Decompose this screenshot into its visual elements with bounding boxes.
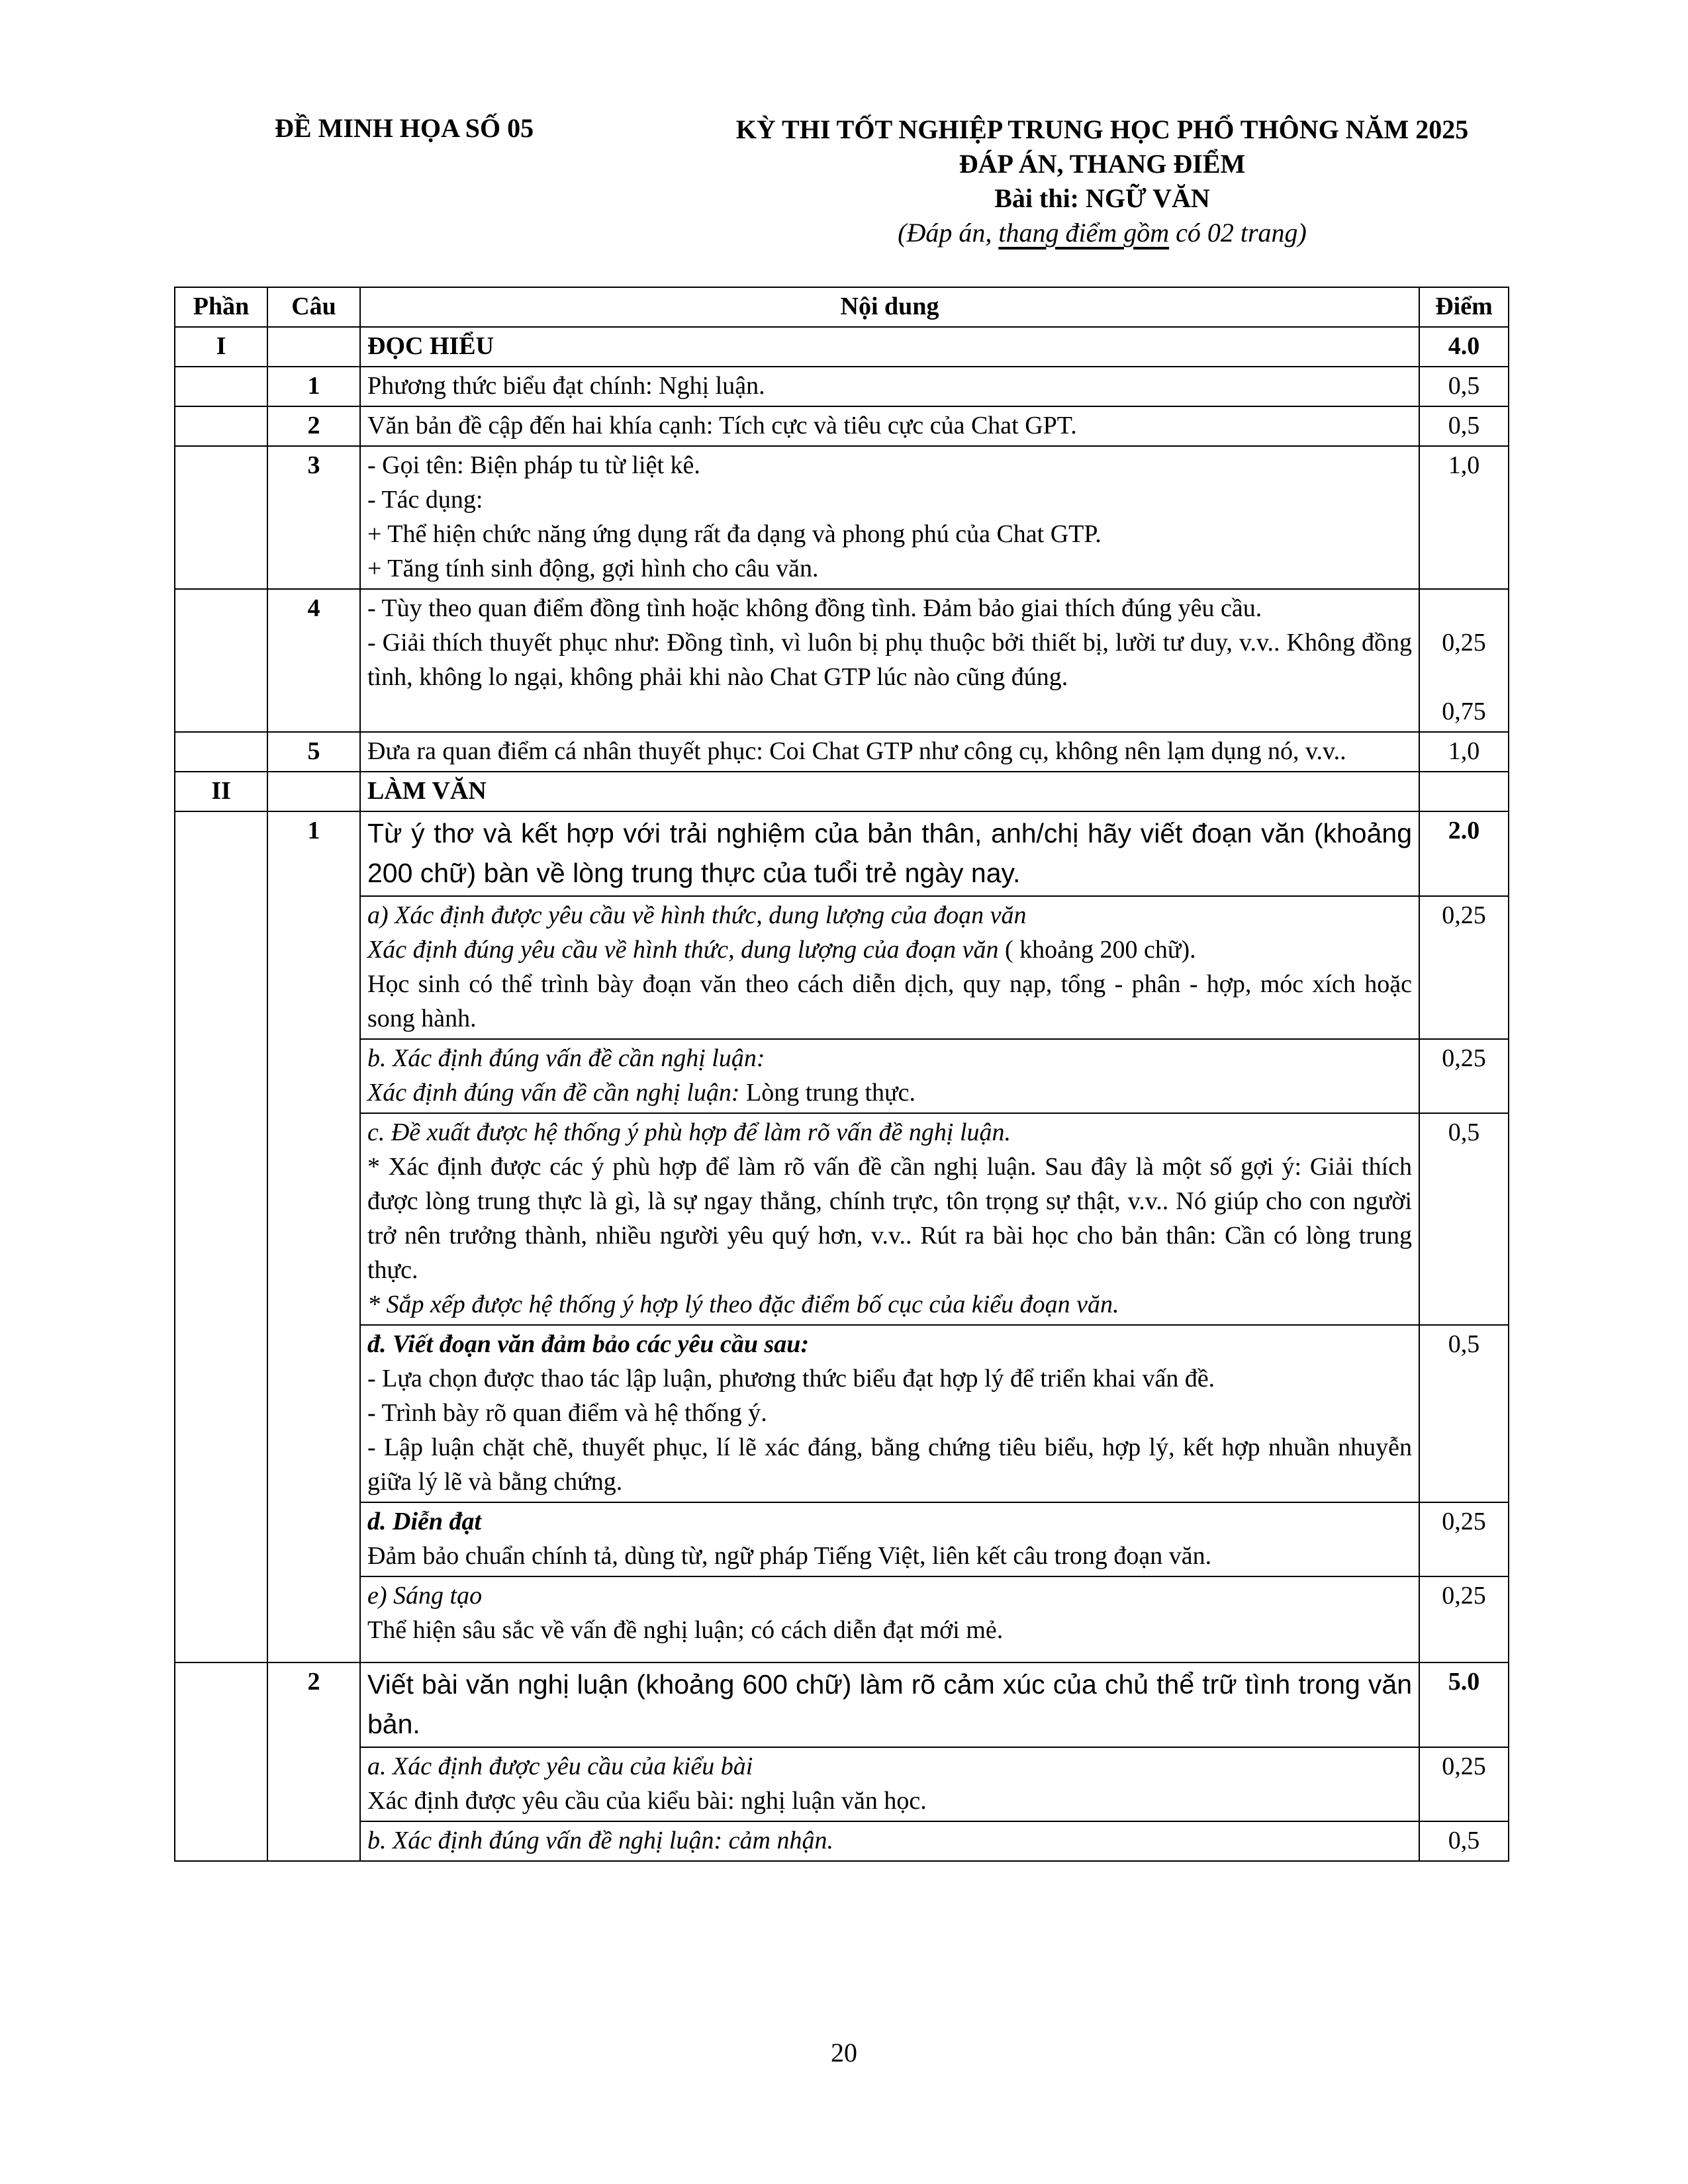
criterion-line: Thể hiện sâu sắc về vấn đề nghị luận; có cách diễn đạt mới mẻ. (367, 1616, 1004, 1644)
criterion-heading: b. Xác định đúng vấn đề cần nghị luận: (367, 1044, 765, 1072)
criterion (360, 1113, 1419, 1325)
criterion-heading: a. Xác định được yêu cầu của kiểu bài (367, 1752, 753, 1780)
score-value: 0,5 (1419, 1821, 1509, 1861)
answer-text: Phương thức biểu đạt chính: Nghị luận. (360, 367, 1419, 406)
criterion-line: Xác định được yêu cầu của kiểu bài: nghị luận văn học. (367, 1787, 927, 1815)
criterion (360, 1576, 1419, 1662)
score-value: 0,25 (1419, 1747, 1509, 1821)
table-row (175, 367, 1509, 406)
score-line: 0,25 (1442, 629, 1486, 657)
answer-line: + Thể hiện chức năng ứng dụng rất đa dạng và phong phú của Chat GTP. (367, 520, 1102, 548)
question-number: 1 (267, 367, 360, 406)
empty-cell (175, 446, 267, 589)
header-phan: Phần (175, 287, 267, 327)
note-post: có 02 trang) (1169, 218, 1307, 248)
spacer (1427, 591, 1501, 611)
criterion (360, 1039, 1419, 1113)
document-subtitle: ĐÁP ÁN, THANG ĐIỂM (959, 149, 1246, 179)
criterion (360, 1747, 1419, 1821)
criterion-heading: c. Đề xuất được hệ thống ý phù hợp để làm rõ vấn đề nghị luận. (367, 1118, 1011, 1146)
table-row (175, 589, 1509, 732)
part-number: I (175, 327, 267, 367)
answer-text: Đưa ra quan điểm cá nhân thuyết phục: Coi Chat GTP như công cụ, không nên lạm dụng nó, v.v.. (360, 732, 1419, 772)
table-row (175, 327, 1509, 367)
table-row (175, 732, 1509, 772)
answer-line: - Giải thích thuyết phục như: Đồng tình, vì luôn bị phụ thuộc bởi thiết bị, lười tư duy, v.v.. Không đồng tình, không lo ngại, không phải khi nào Chat GTP lúc nào cũng đúng. (367, 629, 1412, 691)
score-value: 0,5 (1419, 367, 1509, 406)
criterion-line: - Lựa chọn được thao tác lập luận, phương thức biểu đạt hợp lý để triển khai vấn đề. (367, 1365, 1215, 1392)
criterion-line: - Trình bày rõ quan điểm và hệ thống ý. (367, 1399, 767, 1427)
note-underlined: thang điểm gồm (998, 218, 1170, 248)
header-cau: Câu (267, 287, 360, 327)
criterion-rest: Lòng trung thực. (739, 1079, 915, 1107)
score-value: 0,25 (1419, 896, 1509, 1039)
empty-cell (175, 406, 267, 446)
table-row (175, 406, 1509, 446)
criterion-heading: a) Xác định được yêu cầu về hình thức, dung lượng của đoạn văn (367, 901, 1027, 929)
table-row (175, 446, 1509, 589)
table-row (175, 1039, 1509, 1113)
table-row (175, 896, 1509, 1039)
table-row (175, 1113, 1509, 1325)
answer-text: Văn bản đề cập đến hai khía cạnh: Tích cực và tiêu cực của Chat GPT. (360, 406, 1419, 446)
answer-text (360, 446, 1419, 589)
question-prompt: Từ ý thơ và kết hợp với trải nghiệm của bản thân, anh/chị hãy viết đoạn văn (khoảng 200 chữ) bàn về lòng trung thực của tuổi trẻ ngày nay. (360, 811, 1419, 896)
question-number: 5 (267, 732, 360, 772)
criterion-heading: b. Xác định đúng vấn đề nghị luận: cảm nhận. (367, 1827, 833, 1854)
exam-title: KỲ THI TỐT NGHIỆP TRUNG HỌC PHỔ THÔNG NĂM 2025 (735, 114, 1469, 144)
criterion (360, 1325, 1419, 1502)
score-value: 0,25 (1419, 1576, 1509, 1662)
criterion-heading: d. Diễn đạt (367, 1508, 482, 1535)
score-value: 0,5 (1419, 1325, 1509, 1502)
exam-subject-line (662, 181, 1542, 216)
score-value (1419, 589, 1509, 732)
empty-cell (1419, 772, 1509, 811)
note-pre: (Đáp án, (898, 218, 999, 248)
exam-subject: NGỮ VĂN (1086, 183, 1210, 213)
question-number: 2 (267, 406, 360, 446)
part-title: LÀM VĂN (360, 772, 1419, 811)
criterion-line (367, 1075, 1412, 1110)
empty-cell (175, 589, 267, 732)
criterion-line: Học sinh có thể trình bày đoạn văn theo cách diễn dịch, quy nạp, tổng - phân - hợp, móc xích hoặc song hành. (367, 970, 1412, 1032)
criterion (360, 1502, 1419, 1576)
table-row (175, 1821, 1509, 1861)
empty-cell (175, 811, 267, 1662)
question-prompt: Viết bài văn nghị luận (khoảng 600 chữ) làm rõ cảm xúc của chủ thể trữ tình trong văn bản. (360, 1662, 1419, 1747)
empty-cell (267, 772, 360, 811)
header-noi-dung: Nội dung (360, 287, 1419, 327)
empty-cell (175, 732, 267, 772)
table-row (175, 772, 1509, 811)
table-header-row (175, 287, 1509, 327)
score-value: 0,5 (1419, 1113, 1509, 1325)
table-row (175, 1747, 1509, 1821)
criterion-line: Đảm bảo chuẩn chính tả, dùng từ, ngữ pháp Tiếng Việt, liên kết câu trong đoạn văn. (367, 1542, 1212, 1570)
part-title: ĐỌC HIỂU (360, 327, 1419, 367)
criterion-italic: Xác định đúng yêu cầu về hình thức, dung lượng của đoạn văn (367, 936, 999, 964)
answer-line: + Tăng tính sinh động, gợi hình cho câu văn. (367, 555, 819, 582)
empty-cell (175, 367, 267, 406)
empty-cell (267, 327, 360, 367)
table-row (175, 1325, 1509, 1502)
table-row (175, 811, 1509, 896)
answer-line: - Gọi tên: Biện pháp tu từ liệt kê. (367, 451, 700, 479)
table-row (175, 1502, 1509, 1576)
score-value: 5.0 (1419, 1662, 1509, 1747)
document-header (662, 113, 1542, 250)
criterion (360, 896, 1419, 1039)
table-row (175, 1576, 1509, 1662)
empty-cell (175, 1662, 267, 1861)
score-value: 1,0 (1419, 732, 1509, 772)
criterion-heading: đ. Viết đoạn văn đảm bảo các yêu cầu sau: (367, 1330, 810, 1358)
answer-line: - Tác dụng: (367, 486, 483, 514)
question-number: 3 (267, 446, 360, 589)
criterion-heading: e) Sáng tạo (367, 1582, 483, 1610)
answer-line: - Tùy theo quan điểm đồng tình hoặc không đồng tình. Đảm bảo giai thích đúng yêu cầu. (367, 594, 1262, 622)
score-value: 0,5 (1419, 406, 1509, 446)
exam-label: Bài thi: (994, 183, 1086, 213)
table-row (175, 1662, 1509, 1747)
page-count-note (662, 216, 1542, 250)
criterion-line: - Lập luận chặt chẽ, thuyết phục, lí lẽ xác đáng, bằng chứng tiêu biểu, hợp lý, kết hợp nhuần nhuyễn giữa lý lẽ và bằng chứng. (367, 1433, 1412, 1496)
score-value: 0,25 (1419, 1502, 1509, 1576)
header-diem: Điểm (1419, 287, 1509, 327)
score-value: 0,25 (1419, 1039, 1509, 1113)
score-value: 2.0 (1419, 811, 1509, 896)
question-number: 2 (267, 1662, 360, 1861)
criterion-line: * Sắp xếp được hệ thống ý hợp lý theo đặc điểm bố cục của kiểu đoạn văn. (367, 1291, 1119, 1318)
answer-table (174, 287, 1509, 1862)
part-number: II (175, 772, 267, 811)
score-line: 0,75 (1442, 698, 1486, 725)
exam-code: ĐỀ MINH HỌA SỐ 05 (275, 113, 534, 143)
question-number: 1 (267, 811, 360, 1662)
criterion-italic: Xác định đúng vấn đề cần nghị luận: (367, 1079, 740, 1107)
criterion-rest: ( khoảng 200 chữ). (998, 936, 1196, 964)
part-score: 4.0 (1419, 327, 1509, 367)
page-number: 20 (831, 2038, 857, 2068)
answer-text (360, 589, 1419, 732)
criterion-line (367, 933, 1412, 967)
criterion (360, 1821, 1419, 1861)
criterion-line: * Xác định được các ý phù hợp để làm rõ vấn đề cần nghị luận. Sau đây là một số gợi ý: Giải thích được lòng trung thực là gì, là sự ngay thẳng, chính trực, tôn trọng sự thật, v.v.. Nó giúp cho con người trở nên trưởng thành, nhiều người yêu quý hơn, v.v.. Rút ra bài học cho bản thân: Cần có lòng trung thực. (367, 1153, 1412, 1284)
question-number: 4 (267, 589, 360, 732)
score-value: 1,0 (1419, 446, 1509, 589)
